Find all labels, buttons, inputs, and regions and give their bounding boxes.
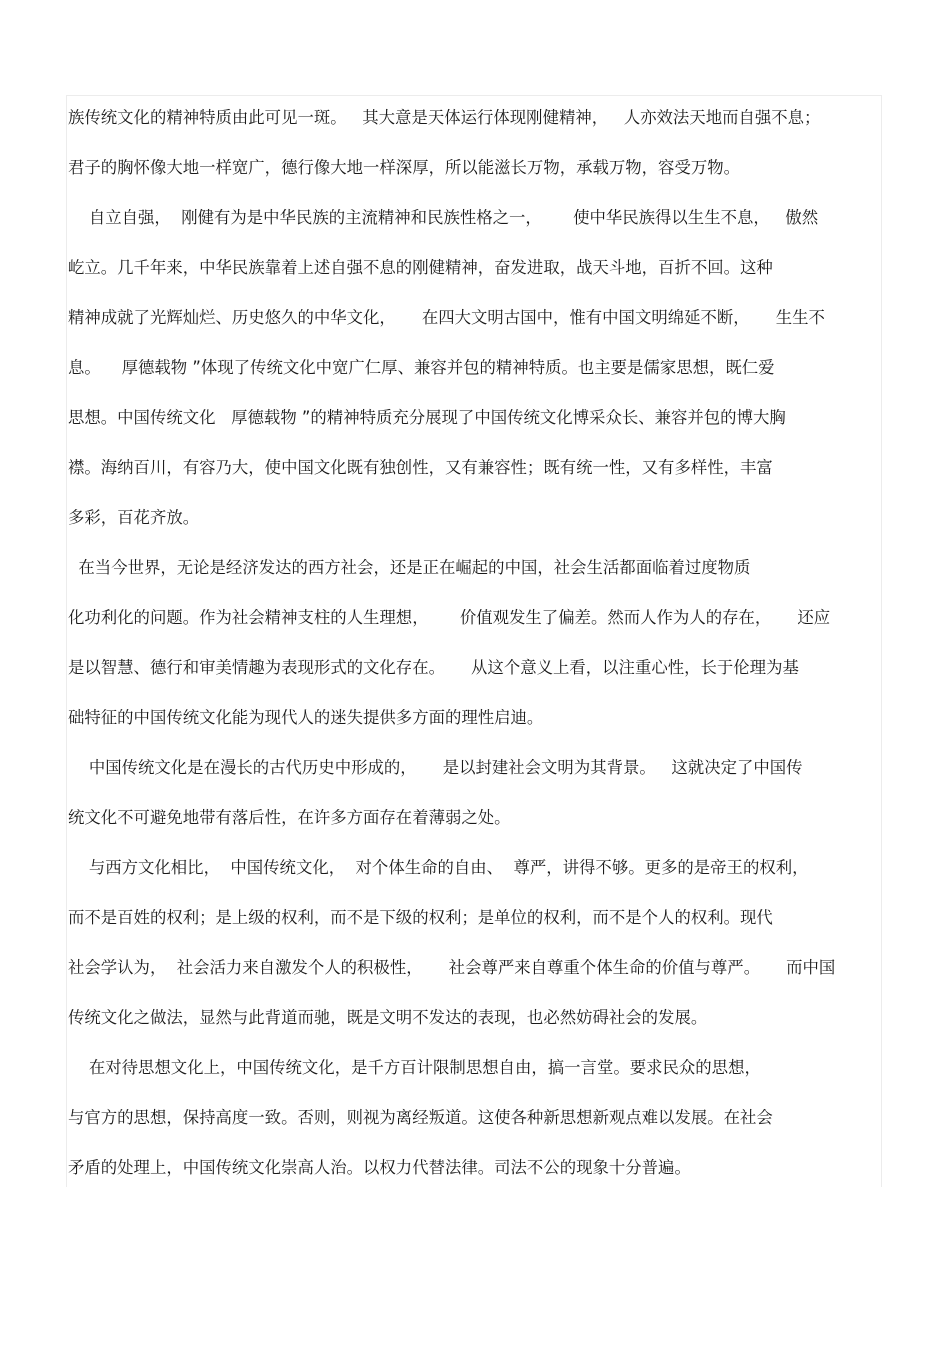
- text-line: 息。 厚德载物 ”体现了传统文化中宽广仁厚、兼容并包的精神特质。也主要是儒家思想，既仁爱: [68, 358, 775, 377]
- text-line: 君子的胸怀像大地一样宽广，德行像大地一样深厚，所以能滋长万物，承载万物，容受万物。: [68, 158, 741, 177]
- text-line: 思想。中国传统文化 厚德载物 ”的精神特质充分展现了中国传统文化博采众长、兼容并包的博大胸: [68, 408, 786, 427]
- text-line: 屹立。几千年来，中华民族靠着上述自强不息的刚健精神，奋发进取，战天斗地，百折不回。这种: [68, 258, 773, 277]
- text-line: 社会学认为， 社会活力来自激发个人的积极性， 社会尊严来自尊重个体生命的价值与尊严。 而中国: [68, 958, 836, 977]
- text-line: 而不是百姓的权利；是上级的权利，而不是下级的权利；是单位的权利，而不是个人的权利。现代: [68, 908, 773, 927]
- text-line: 与官方的思想，保持高度一致。否则，则视为离经叛道。这使各种新思想新观点难以发展。在社会: [68, 1108, 773, 1127]
- text-line: 统文化不可避免地带有落后性，在许多方面存在着薄弱之处。: [68, 808, 511, 827]
- text-line: 在对待思想文化上，中国传统文化，是千方百计限制思想自由，搞一言堂。要求民众的思想，: [68, 1058, 761, 1077]
- text-line: 自立自强， 刚健有为是中华民族的主流精神和民族性格之一， 使中华民族得以生生不息， 傲然: [68, 208, 819, 227]
- text-line: 在当今世界，无论是经济发达的西方社会，还是正在崛起的中国，社会生活都面临着过度物质: [68, 558, 751, 577]
- text-line: 传统文化之做法，显然与此背道而驰，既是文明不发达的表现，也必然妨碍社会的发展。: [68, 1008, 708, 1027]
- text-line: 础特征的中国传统文化能为现代人的迷失提供多方面的理性启迪。: [68, 708, 544, 727]
- text-line: 族传统文化的精神特质由此可见一斑。 其大意是天体运行体现刚健精神， 人亦效法天地而自强不息；: [68, 108, 821, 127]
- text-line: 矛盾的处理上，中国传统文化崇高人治。以权力代替法律。司法不公的现象十分普遍。: [68, 1158, 691, 1177]
- text-line: 中国传统文化是在漫长的古代历史中形成的， 是以封建社会文明为其背景。 这就决定了中国传: [68, 758, 803, 777]
- text-line: 多彩，百花齐放。: [68, 508, 200, 527]
- text-line: 化功利化的问题。作为社会精神支柱的人生理想， 价值观发生了偏差。然而人作为人的存在， 还应: [68, 608, 831, 627]
- text-line: 精神成就了光辉灿烂、历史悠久的中华文化， 在四大文明古国中，惟有中国文明绵延不断， 生生不: [68, 308, 825, 327]
- text-line: 襟。海纳百川，有容乃大，使中国文化既有独创性，又有兼容性；既有统一性，又有多样性，丰富: [68, 458, 773, 477]
- text-line: 是以智慧、德行和审美情趣为表现形式的文化存在。 从这个意义上看，以注重心性，长于伦理为基: [68, 658, 799, 677]
- text-line: 与西方文化相比， 中国传统文化， 对个体生命的自由、 尊严，讲得不够。更多的是帝王的权利，: [68, 858, 809, 877]
